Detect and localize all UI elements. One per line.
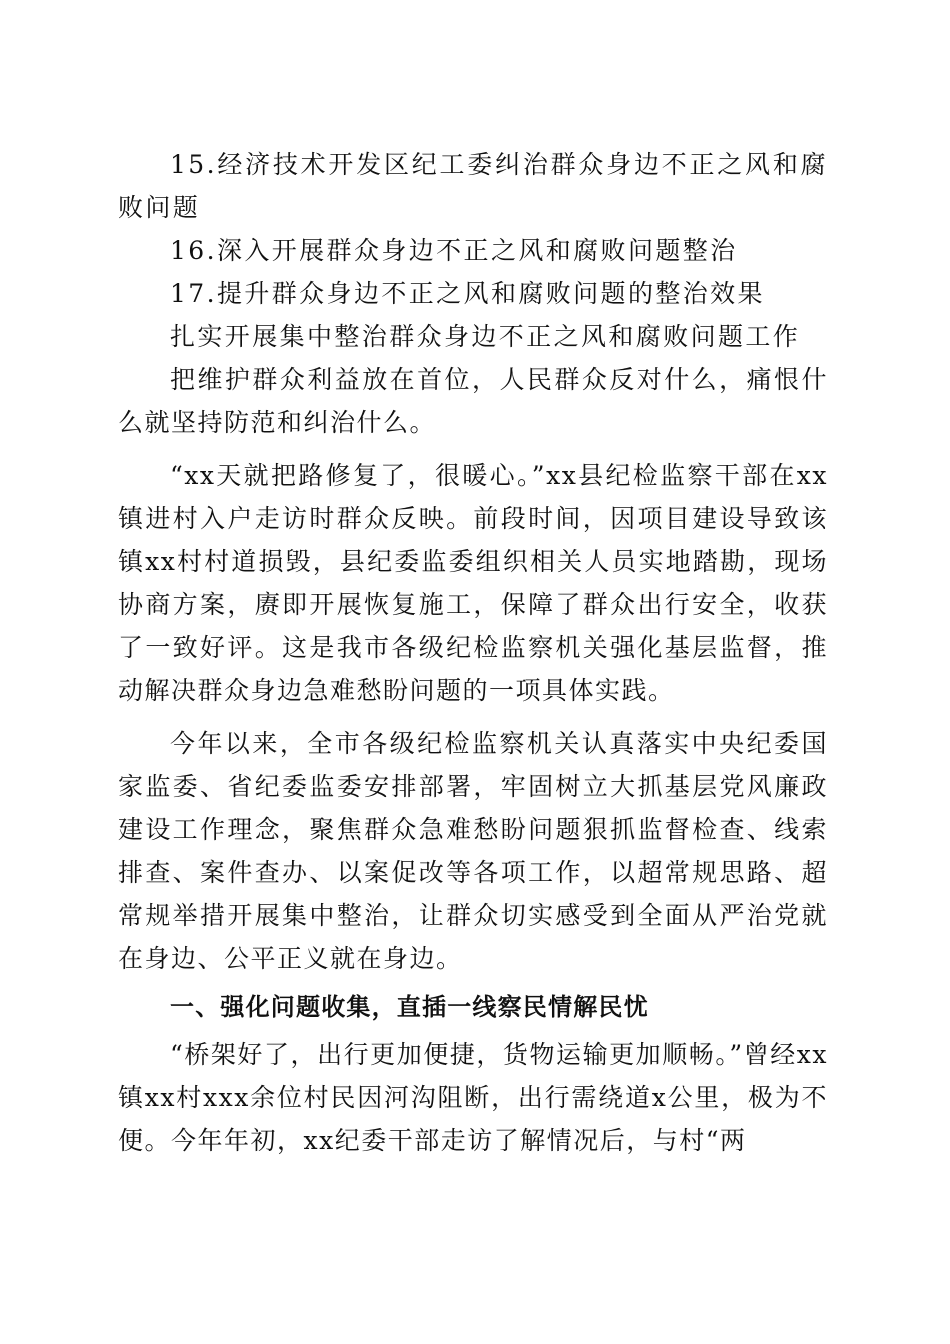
body-paragraph: “桥架好了，出行更加便捷，货物运输更加顺畅。”曾经xx镇xx村xxx余位村民因河沟阻断，出行需绕道x公里，极为不便。今年年初，xx纪委干部走访了解情况后，与村“两 (118, 1040, 828, 1155)
title-line-15: 15.经济技术开发区纪工委纠治群众身边不正之风和腐败问题 (118, 150, 828, 222)
body-paragraph: 今年以来，全市各级纪检监察机关认真落实中央纪委国家监委、省纪委监委安排部署，牢固树立大抓基层党风廉政建设工作理念，聚焦群众急难愁盼问题狠抓监督检查、线索排查、案件查办、以案促改等各项工作，以超常规思路、超常规举措开展集中整治，让群众切实感受到全面从严治党就在身边、公平正义就在身边。 (118, 729, 828, 973)
title-line-17: 17.提升群众身边不正之风和腐败问题的整治效果 (170, 279, 765, 308)
title-line-16: 16.深入开展群众身边不正之风和腐败问题整治 (170, 236, 738, 265)
title-line-main: 扎实开展集中整治群众身边不正之风和腐败问题工作 (170, 322, 801, 351)
intro-paragraph: 把维护群众利益放在首位，人民群众反对什么，痛恨什么就坚持防范和纠治什么。 (118, 365, 828, 437)
section-heading: 一、强化问题收集，直插一线察民情解民忧 (170, 993, 649, 1021)
document-body (118, 143, 828, 1162)
body-paragraph: “xx天就把路修复了，很暖心。”xx县纪检监察干部在xx镇进村入户走访时群众反映。前段时间，因项目建设导致该镇xx村村道损毁，县纪委监委组织相关人员实地踏勘，现场协商方案，赓即开展恢复施工，保障了群众出行安全，收获了一致好评。这是我市各级纪检监察机关强化基层监督，推动解决群众身边急难愁盼问题的一项具体实践。 (118, 461, 828, 705)
